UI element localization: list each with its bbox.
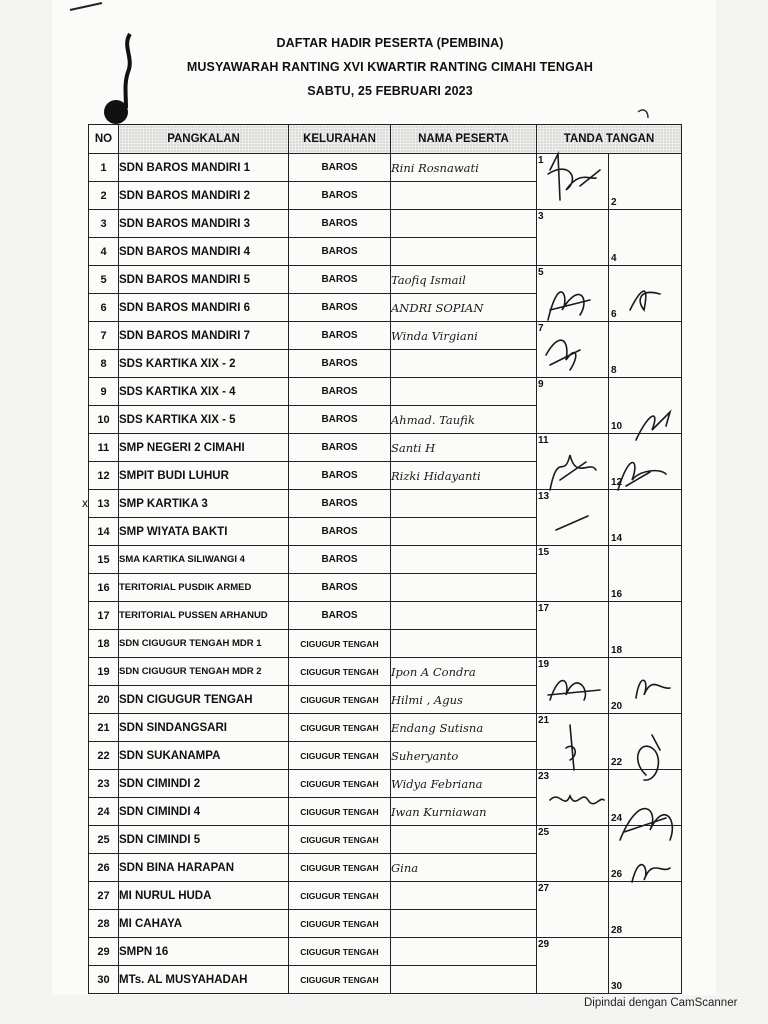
nama-peserta-cell xyxy=(391,938,537,966)
pangkalan-cell: SDN BAROS MANDIRI 3 xyxy=(119,210,289,238)
nama-peserta-cell: Winda Virgiani xyxy=(391,322,537,350)
row-number: 23 xyxy=(89,770,119,798)
document-subtitle: MUSYAWARAH RANTING XVI KWARTIR RANTING CIMAHI TENGAH xyxy=(186,60,594,74)
pangkalan-cell: SMPN 16 xyxy=(119,938,289,966)
signature-cell-left xyxy=(537,658,609,714)
pen-hook-mark xyxy=(636,108,652,122)
row-number: 3 xyxy=(89,210,119,238)
row-number: 11 xyxy=(89,434,119,462)
row-number: 13 xyxy=(89,490,119,518)
signature-cell-right xyxy=(609,434,682,490)
nama-peserta-cell: Rini Rosnawati xyxy=(391,154,537,182)
nama-peserta-cell: Suheryanto xyxy=(391,742,537,770)
signature-cell-left xyxy=(537,546,609,602)
pangkalan-cell: SDN SINDANGSARI xyxy=(119,714,289,742)
nama-peserta-cell xyxy=(391,910,537,938)
nama-peserta-cell: Hilmi , Agus xyxy=(391,686,537,714)
signature-cell-right xyxy=(609,266,682,322)
row-number: 22 xyxy=(89,742,119,770)
row-number: 19 xyxy=(89,658,119,686)
signature-number: 9 xyxy=(538,379,544,390)
pangkalan-cell: SDN BINA HARAPAN xyxy=(119,854,289,882)
pangkalan-cell: SMP NEGERI 2 CIMAHI xyxy=(119,434,289,462)
nama-peserta-cell: Rizki Hidayanti xyxy=(391,462,537,490)
signature-cell-right xyxy=(609,490,682,546)
kelurahan-cell: BAROS xyxy=(289,210,391,238)
tunas-kelapa-logo-icon xyxy=(100,32,140,126)
kelurahan-cell: CIGUGUR TENGAH xyxy=(289,686,391,714)
signature-cell-left xyxy=(537,378,609,434)
nama-peserta-cell xyxy=(391,210,537,238)
kelurahan-cell: CIGUGUR TENGAH xyxy=(289,854,391,882)
kelurahan-cell: BAROS xyxy=(289,322,391,350)
signature-cell-left xyxy=(537,322,609,378)
signature-number: 1 xyxy=(538,155,544,166)
kelurahan-cell: BAROS xyxy=(289,378,391,406)
row-number: 24 xyxy=(89,798,119,826)
kelurahan-cell: BAROS xyxy=(289,434,391,462)
signature-cell-left xyxy=(537,826,609,882)
kelurahan-cell: BAROS xyxy=(289,406,391,434)
signature-cell-left xyxy=(537,434,609,490)
table-row xyxy=(89,266,682,294)
kelurahan-cell: BAROS xyxy=(289,182,391,210)
nama-peserta-cell xyxy=(391,630,537,658)
row-number: 4 xyxy=(89,238,119,266)
kelurahan-cell: CIGUGUR TENGAH xyxy=(289,658,391,686)
signature-number: 27 xyxy=(538,883,550,894)
signature-cell-right xyxy=(609,210,682,266)
signature-cell-right xyxy=(609,770,682,826)
pangkalan-cell: SDN BAROS MANDIRI 2 xyxy=(119,182,289,210)
signature-number: 16 xyxy=(611,589,623,600)
signature-cell-left xyxy=(537,882,609,938)
pangkalan-cell: MI NURUL HUDA xyxy=(119,882,289,910)
pangkalan-cell: SDN BAROS MANDIRI 1 xyxy=(119,154,289,182)
row-number: 21 xyxy=(89,714,119,742)
pangkalan-cell: MI CAHAYA xyxy=(119,910,289,938)
col-header-tanda-tangan: TANDA TANGAN xyxy=(537,125,682,154)
signature-cell-left xyxy=(537,714,609,770)
signature-cell-right xyxy=(609,882,682,938)
table-row xyxy=(89,938,682,966)
kelurahan-cell: CIGUGUR TENGAH xyxy=(289,882,391,910)
pangkalan-cell: SDN BAROS MANDIRI 6 xyxy=(119,294,289,322)
signature-number: 19 xyxy=(538,659,550,670)
signature-cell-right xyxy=(609,826,682,882)
nama-peserta-cell: ANDRI SOPIAN xyxy=(391,294,537,322)
table-row xyxy=(89,210,682,238)
row-number: 8 xyxy=(89,350,119,378)
kelurahan-cell: CIGUGUR TENGAH xyxy=(289,938,391,966)
kelurahan-cell: BAROS xyxy=(289,154,391,182)
row-number: 10 xyxy=(89,406,119,434)
nama-peserta-cell: Iwan Kurniawan xyxy=(391,798,537,826)
table-row xyxy=(89,378,682,406)
kelurahan-cell: BAROS xyxy=(289,462,391,490)
pangkalan-cell: SMP KARTIKA 3 xyxy=(119,490,289,518)
kelurahan-cell: CIGUGUR TENGAH xyxy=(289,910,391,938)
kelurahan-cell: CIGUGUR TENGAH xyxy=(289,742,391,770)
signature-cell-right xyxy=(609,602,682,658)
pangkalan-cell: SDN BAROS MANDIRI 5 xyxy=(119,266,289,294)
kelurahan-cell: BAROS xyxy=(289,602,391,630)
nama-peserta-cell xyxy=(391,826,537,854)
table-row xyxy=(89,714,682,742)
signature-number: 10 xyxy=(611,421,623,432)
row-number: 6 xyxy=(89,294,119,322)
table-row xyxy=(89,322,682,350)
signature-number: 26 xyxy=(611,869,623,880)
table-row xyxy=(89,546,682,574)
pangkalan-cell: SDN BAROS MANDIRI 7 xyxy=(119,322,289,350)
nama-peserta-cell xyxy=(391,378,537,406)
kelurahan-cell: CIGUGUR TENGAH xyxy=(289,798,391,826)
row-number: 29 xyxy=(89,938,119,966)
kelurahan-cell: BAROS xyxy=(289,294,391,322)
kelurahan-cell: CIGUGUR TENGAH xyxy=(289,714,391,742)
pangkalan-cell: SDS KARTIKA XIX - 2 xyxy=(119,350,289,378)
nama-peserta-cell xyxy=(391,518,537,546)
signature-cell-left xyxy=(537,266,609,322)
nama-peserta-cell xyxy=(391,490,537,518)
pangkalan-cell: SMA KARTIKA SILIWANGI 4 xyxy=(119,546,289,574)
pangkalan-cell: SDN SUKANAMPA xyxy=(119,742,289,770)
pangkalan-cell: TERITORIAL PUSDIK ARMED xyxy=(119,574,289,602)
kelurahan-cell: CIGUGUR TENGAH xyxy=(289,966,391,994)
signature-cell-left xyxy=(537,602,609,658)
pangkalan-cell: SDN CIGUGUR TENGAH xyxy=(119,686,289,714)
row-number: 15 xyxy=(89,546,119,574)
nama-peserta-cell xyxy=(391,350,537,378)
nama-peserta-cell: Ipon A Condra xyxy=(391,658,537,686)
table-row xyxy=(89,770,682,798)
kelurahan-cell: BAROS xyxy=(289,518,391,546)
signature-number: 13 xyxy=(538,491,550,502)
pangkalan-cell: SMPIT BUDI LUHUR xyxy=(119,462,289,490)
nama-peserta-cell: Ahmad. Taufik xyxy=(391,406,537,434)
nama-peserta-cell: Endang Sutisna xyxy=(391,714,537,742)
signature-number: 6 xyxy=(611,309,617,320)
kelurahan-cell: BAROS xyxy=(289,238,391,266)
signature-number: 5 xyxy=(538,267,544,278)
signature-number: 20 xyxy=(611,701,623,712)
pangkalan-cell: SDS KARTIKA XIX - 5 xyxy=(119,406,289,434)
row-number: 28 xyxy=(89,910,119,938)
row-number: 25 xyxy=(89,826,119,854)
signature-number: 2 xyxy=(611,197,617,208)
kelurahan-cell: BAROS xyxy=(289,490,391,518)
signature-number: 28 xyxy=(611,925,623,936)
signature-number: 18 xyxy=(611,645,623,656)
row-number: 30 xyxy=(89,966,119,994)
pangkalan-cell: SDN BAROS MANDIRI 4 xyxy=(119,238,289,266)
col-header-pangkalan: PANGKALAN xyxy=(119,125,289,154)
nama-peserta-cell xyxy=(391,882,537,910)
nama-peserta-cell xyxy=(391,238,537,266)
row-number: 14 xyxy=(89,518,119,546)
nama-peserta-cell xyxy=(391,966,537,994)
pangkalan-cell: SDN CIMINDI 2 xyxy=(119,770,289,798)
kelurahan-cell: CIGUGUR TENGAH xyxy=(289,770,391,798)
pangkalan-cell: TERITORIAL PUSSEN ARHANUD xyxy=(119,602,289,630)
signature-number: 12 xyxy=(611,477,623,488)
document-title: DAFTAR HADIR PESERTA (PEMBINA) xyxy=(276,36,504,50)
signature-cell-right xyxy=(609,378,682,434)
signature-number: 17 xyxy=(538,603,550,614)
pangkalan-cell: MTs. AL MUSYAHADAH xyxy=(119,966,289,994)
table-row xyxy=(89,826,682,854)
signature-number: 22 xyxy=(611,757,623,768)
signature-number: 25 xyxy=(538,827,550,838)
nama-peserta-cell: Widya Febriana xyxy=(391,770,537,798)
row-number: 2 xyxy=(89,182,119,210)
pangkalan-cell: SDN CIGUGUR TENGAH MDR 2 xyxy=(119,658,289,686)
signature-number: 3 xyxy=(538,211,544,222)
pangkalan-cell: SDN CIGUGUR TENGAH MDR 1 xyxy=(119,630,289,658)
table-row xyxy=(89,882,682,910)
signature-number: 23 xyxy=(538,771,550,782)
row-number: 9 xyxy=(89,378,119,406)
kelurahan-cell: CIGUGUR TENGAH xyxy=(289,826,391,854)
pangkalan-cell: SDN CIMINDI 5 xyxy=(119,826,289,854)
attendance-table xyxy=(88,124,682,994)
document-date: SABTU, 25 FEBRUARI 2023 xyxy=(307,84,473,98)
signature-number: 30 xyxy=(611,981,623,992)
nama-peserta-cell: Gina xyxy=(391,854,537,882)
signature-cell-right xyxy=(609,322,682,378)
col-header-kelurahan: KELURAHAN xyxy=(289,125,391,154)
nama-peserta-cell: Taofiq Ismail xyxy=(391,266,537,294)
signature-cell-left xyxy=(537,938,609,994)
row-number: 16 xyxy=(89,574,119,602)
signature-cell-left xyxy=(537,490,609,546)
row-number: 27 xyxy=(89,882,119,910)
signature-number: 24 xyxy=(611,813,623,824)
signature-cell-right xyxy=(609,714,682,770)
col-header-nama-peserta: NAMA PESERTA xyxy=(391,125,537,154)
signature-cell-right xyxy=(609,546,682,602)
row-number: 7 xyxy=(89,322,119,350)
table-row xyxy=(89,434,682,462)
table-header-row xyxy=(89,125,682,154)
signature-number: 11 xyxy=(538,435,549,446)
nama-peserta-cell xyxy=(391,574,537,602)
table-row xyxy=(89,490,682,518)
signature-number: 7 xyxy=(538,323,544,334)
signature-cell-right xyxy=(609,658,682,714)
table-row xyxy=(89,602,682,630)
row-number: 5 xyxy=(89,266,119,294)
nama-peserta-cell xyxy=(391,546,537,574)
kelurahan-cell: BAROS xyxy=(289,350,391,378)
kelurahan-cell: CIGUGUR TENGAH xyxy=(289,630,391,658)
row-number: 18 xyxy=(89,630,119,658)
signature-number: 8 xyxy=(611,365,617,376)
pangkalan-cell: SMP WIYATA BAKTI xyxy=(119,518,289,546)
signature-cell-left xyxy=(537,210,609,266)
row-number: 20 xyxy=(89,686,119,714)
signature-number: 29 xyxy=(538,939,550,950)
scanner-watermark: Dipindai dengan CamScanner xyxy=(584,997,738,1009)
table-row xyxy=(89,658,682,686)
col-header-no: NO xyxy=(89,125,119,154)
pangkalan-cell: SDN CIMINDI 4 xyxy=(119,798,289,826)
pen-stroke-mark xyxy=(68,0,108,16)
kelurahan-cell: BAROS xyxy=(289,574,391,602)
row-number: 12 xyxy=(89,462,119,490)
signature-cell-left xyxy=(537,770,609,826)
signature-cell-right xyxy=(609,154,682,210)
signature-number: 21 xyxy=(538,715,550,726)
nama-peserta-cell xyxy=(391,602,537,630)
nama-peserta-cell xyxy=(391,182,537,210)
signature-number: 4 xyxy=(611,253,617,264)
kelurahan-cell: BAROS xyxy=(289,546,391,574)
signature-cell-left xyxy=(537,154,609,210)
signature-cell-right xyxy=(609,938,682,994)
table-row xyxy=(89,154,682,182)
kelurahan-cell: BAROS xyxy=(289,266,391,294)
strike-mark: x xyxy=(82,496,88,510)
row-number: 26 xyxy=(89,854,119,882)
pangkalan-cell: SDS KARTIKA XIX - 4 xyxy=(119,378,289,406)
row-number: 1 xyxy=(89,154,119,182)
signature-number: 15 xyxy=(538,547,550,558)
signature-number: 14 xyxy=(611,533,623,544)
row-number: 17 xyxy=(89,602,119,630)
nama-peserta-cell: Santi H xyxy=(391,434,537,462)
